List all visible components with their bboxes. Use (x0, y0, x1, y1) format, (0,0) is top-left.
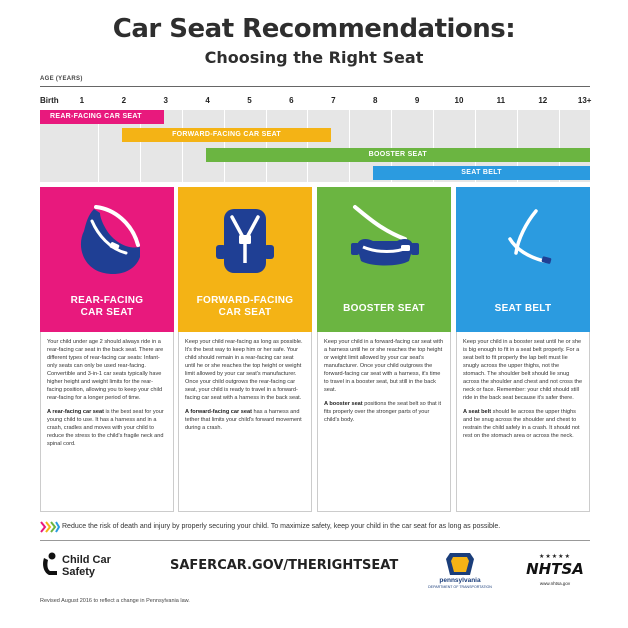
age-tick: 12 (538, 96, 548, 105)
age-tick: 10 (454, 96, 464, 105)
panel-title-line1: SEAT BELT (494, 303, 552, 314)
gridline (266, 110, 267, 182)
gridline (349, 110, 350, 182)
age-axis-line (40, 86, 590, 87)
safety-note (40, 520, 590, 534)
description-text: Keep your child rear-facing as long as possible. It's the best way to keep him or her safe. Your child should remain in a rear-facing car seat until he or she reaches the top height or weight limit allowed by your car seat's manufacturer. Once your child outgrows the rear-facing car seat, your child is ready to travel in a forward-facing car seat with a harness in the back seat. (185, 339, 303, 401)
description-text-2: A booster seat positions the seat belt so that it fits properly over the stronger parts of your child's body. (324, 401, 442, 423)
gridline (182, 110, 183, 182)
nhtsa-logo (520, 553, 590, 593)
panel-title-line1: REAR-FACING (70, 295, 144, 306)
nhtsa-url: www.nhtsa.gov (539, 581, 571, 586)
gridline (224, 110, 225, 182)
age-tick: 5 (247, 96, 252, 105)
age-tick: 13+ (577, 96, 592, 105)
age-tick: 3 (163, 96, 168, 105)
nhtsa-stars-icon: ★★★★★ (539, 554, 571, 560)
page-title: Car Seat Recommendations: (112, 14, 516, 44)
panel-title-line2: CAR SEAT (218, 307, 272, 318)
panel-title-line2: CAR SEAT (80, 307, 134, 318)
pennsylvania-logo (424, 551, 496, 591)
description-text: Keep your child in a forward-facing car seat with a harness until he or she reaches the top height or weight limit allowed by your car seat's manufacturer. Once your child outgrows the forward-facing car seat with a harness, it's time to travel in a booster seat, but still in the back seat. (324, 339, 444, 393)
description-text-2: A rear-facing car seat is the best seat for your young child to use. It has a harness and in a crash, cradles and moves with your child to reduce the stress to the child's fragile neck and spinal cord. (47, 409, 164, 447)
chevrons-icon (40, 521, 60, 533)
age-axis-label: AGE (YEARS) (40, 76, 83, 82)
age-tick: 11 (496, 96, 506, 105)
age-tick: 7 (331, 96, 336, 105)
gridline (307, 110, 308, 182)
panel-forward-facing (178, 187, 312, 332)
rear-facing-seat-icon (40, 187, 174, 297)
safercar-url-link[interactable]: SAFERCAR.GOV/THERIGHTSEAT (170, 558, 399, 573)
footer-divider (40, 540, 590, 541)
panel-seat-belt (456, 187, 590, 332)
timeline-bar: REAR-FACING CAR SEAT (40, 110, 164, 124)
child-seat-logo-icon (40, 552, 60, 578)
keystone-icon (424, 551, 496, 577)
booster-description (317, 332, 451, 512)
forward-facing-seat-icon (178, 187, 312, 297)
panel-booster (317, 187, 451, 332)
age-tick: 2 (121, 96, 127, 105)
booster-seat-icon (317, 187, 451, 297)
revision-note: Revised August 2016 to reflect a change in Pennsylvania law. (40, 598, 190, 604)
rear-facing-description (40, 332, 174, 512)
description-text: Keep your child in a booster seat until he or she is big enough to fit in a seat belt properly. For a seat belt to fit properly the lap belt must lie snugly across the upper thighs, not the stomach. The shoulder belt should lie snug across the shoulder and chest and not cross the neck or face. Remember: your child should still ride in the back seat because it's safer there. (463, 339, 583, 401)
pa-department: DEPARTMENT OF TRANSPORTATION (428, 585, 492, 589)
nhtsa-name: NHTSA (526, 560, 584, 578)
timeline-bar: FORWARD-FACING CAR SEAT (122, 128, 332, 142)
seat-belt-icon (456, 187, 590, 297)
pa-name: pennsylvania (439, 577, 481, 584)
age-tick: 8 (372, 96, 378, 105)
age-tick: 9 (414, 96, 420, 105)
description-text-2: A forward-facing car seat has a harness and tether that limits your child's forward movement during a crash. (185, 409, 302, 431)
age-tick: 4 (205, 96, 210, 105)
description-text: Your child under age 2 should always ride in a rear-facing car seat in the back seat. There are different types of rear-facing car seats: Infant-only seats can only be used rear-facing. Convertible and 3-in-1 car seats typically have higher height and weight limits for the rear-facing position, allowing you to keep your child rear-facing for a longer period of time. (47, 339, 164, 401)
panel-rear-facing (40, 187, 174, 332)
brand-text: Child Car Safety (62, 554, 111, 578)
seat-belt-description (456, 332, 590, 512)
age-tick: 1 (79, 96, 85, 105)
age-tick: Birth (40, 96, 59, 105)
panel-title-line1: FORWARD-FACING (196, 295, 294, 306)
age-tick: 6 (289, 96, 294, 105)
description-text-2: A seat belt should lie across the upper thighs and be snug across the shoulder and chest to restrain the child safely in a crash. It should not rest on the stomach area or across the neck. (463, 409, 580, 439)
timeline-bar: SEAT BELT (373, 166, 590, 180)
page-subtitle: Choosing the Right Seat (204, 48, 424, 67)
panel-title-line1: BOOSTER SEAT (343, 303, 425, 314)
forward-facing-description (178, 332, 312, 512)
timeline-bar: BOOSTER SEAT (206, 148, 590, 162)
safety-note-text: Reduce the risk of death and injury by properly securing your child. To maximize safety, keep your child in the car seat for as long as possible. (62, 523, 501, 530)
